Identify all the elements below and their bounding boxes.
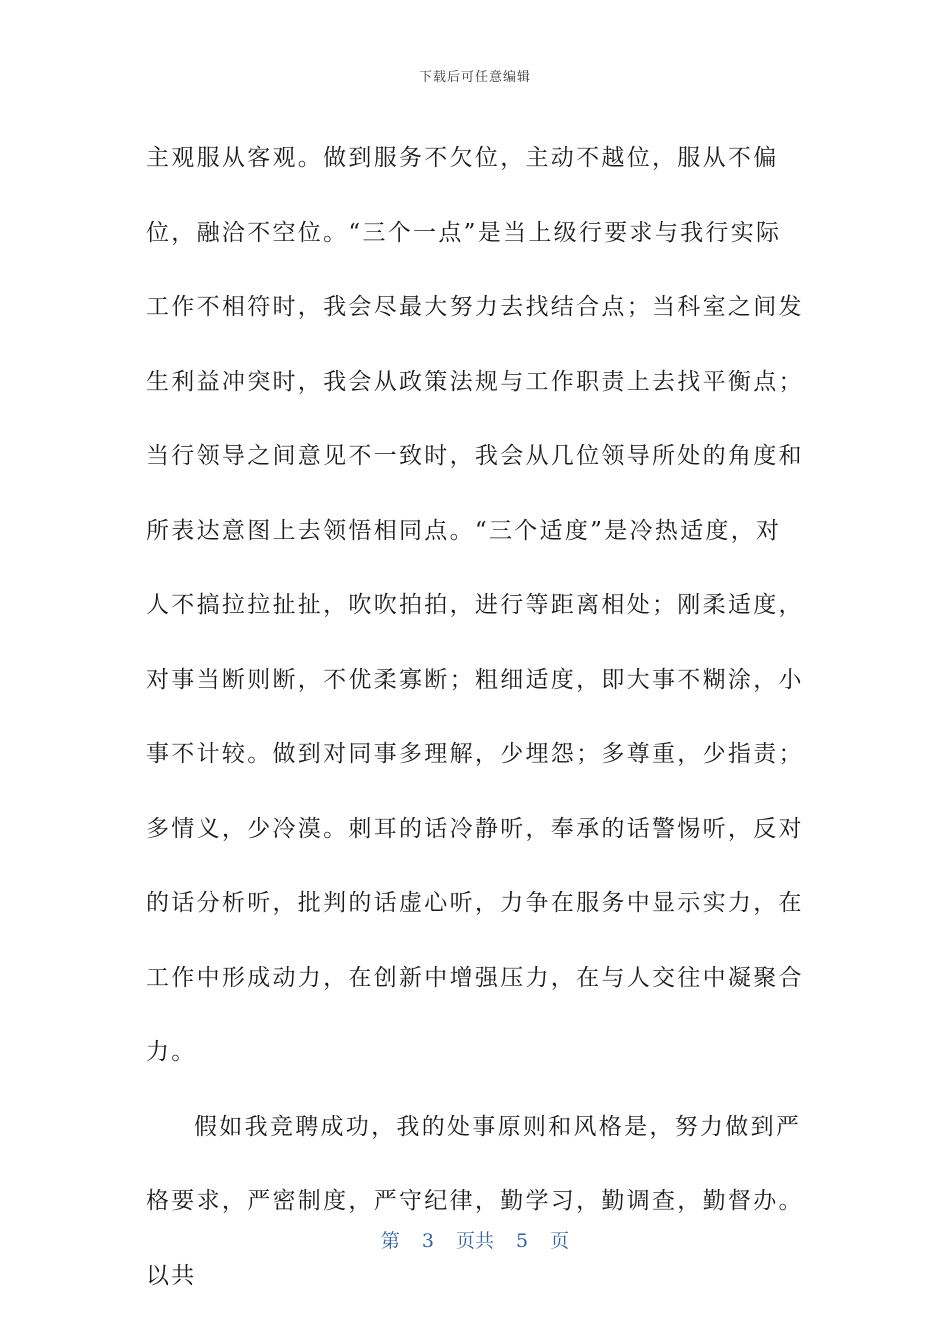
page-footer [0,1226,950,1253]
footer-total-pages: 5 [516,1230,529,1252]
footer-suffix: 页 [550,1230,570,1252]
footer-prefix: 第 [380,1230,400,1252]
paragraph: 主观服从客观。做到服务不欠位，主动不越位，服从不偏位，融洽不空位。“三个一点”是当上级行要求与我行实际工作不相符时，我会尽最大努力去找结合点；当科室之间发生利益冲突时，我会从政策法规与工作职责上去找平衡点；当行领导之间意见不一致时，我会从几位领导所处的角度和所表达意图上去领悟相同点。“三个适度”是冷热适度，对人不搞拉拉扯扯，吹吹拍拍，进行等距离相处；刚柔适度，对事当断则断，不优柔寡断；粗细适度，即大事不糊涂，小事不计较。做到对同事多理解，少埋怨；多尊重，少指责；多情义，少冷漠。刺耳的话冷静听，奉承的话警惕听，反对的话分析听，批判的话虚心听，力争在服务中显示实力，在工作中形成动力，在创新中增强压力，在与人交往中凝聚合力。 [146,145,804,1065]
paragraph: 假如我竞聘成功，我的处事原则和风格是，努力做到严格要求，严密制度，严守纪律，勤学习，勤调查，勤督办。以共 [146,1113,804,1289]
footer-middle: 页共 [455,1230,494,1252]
footer-current-page: 3 [421,1230,434,1252]
document-body [146,121,806,1313]
page-header: 下载后可任意编辑 [418,70,531,85]
